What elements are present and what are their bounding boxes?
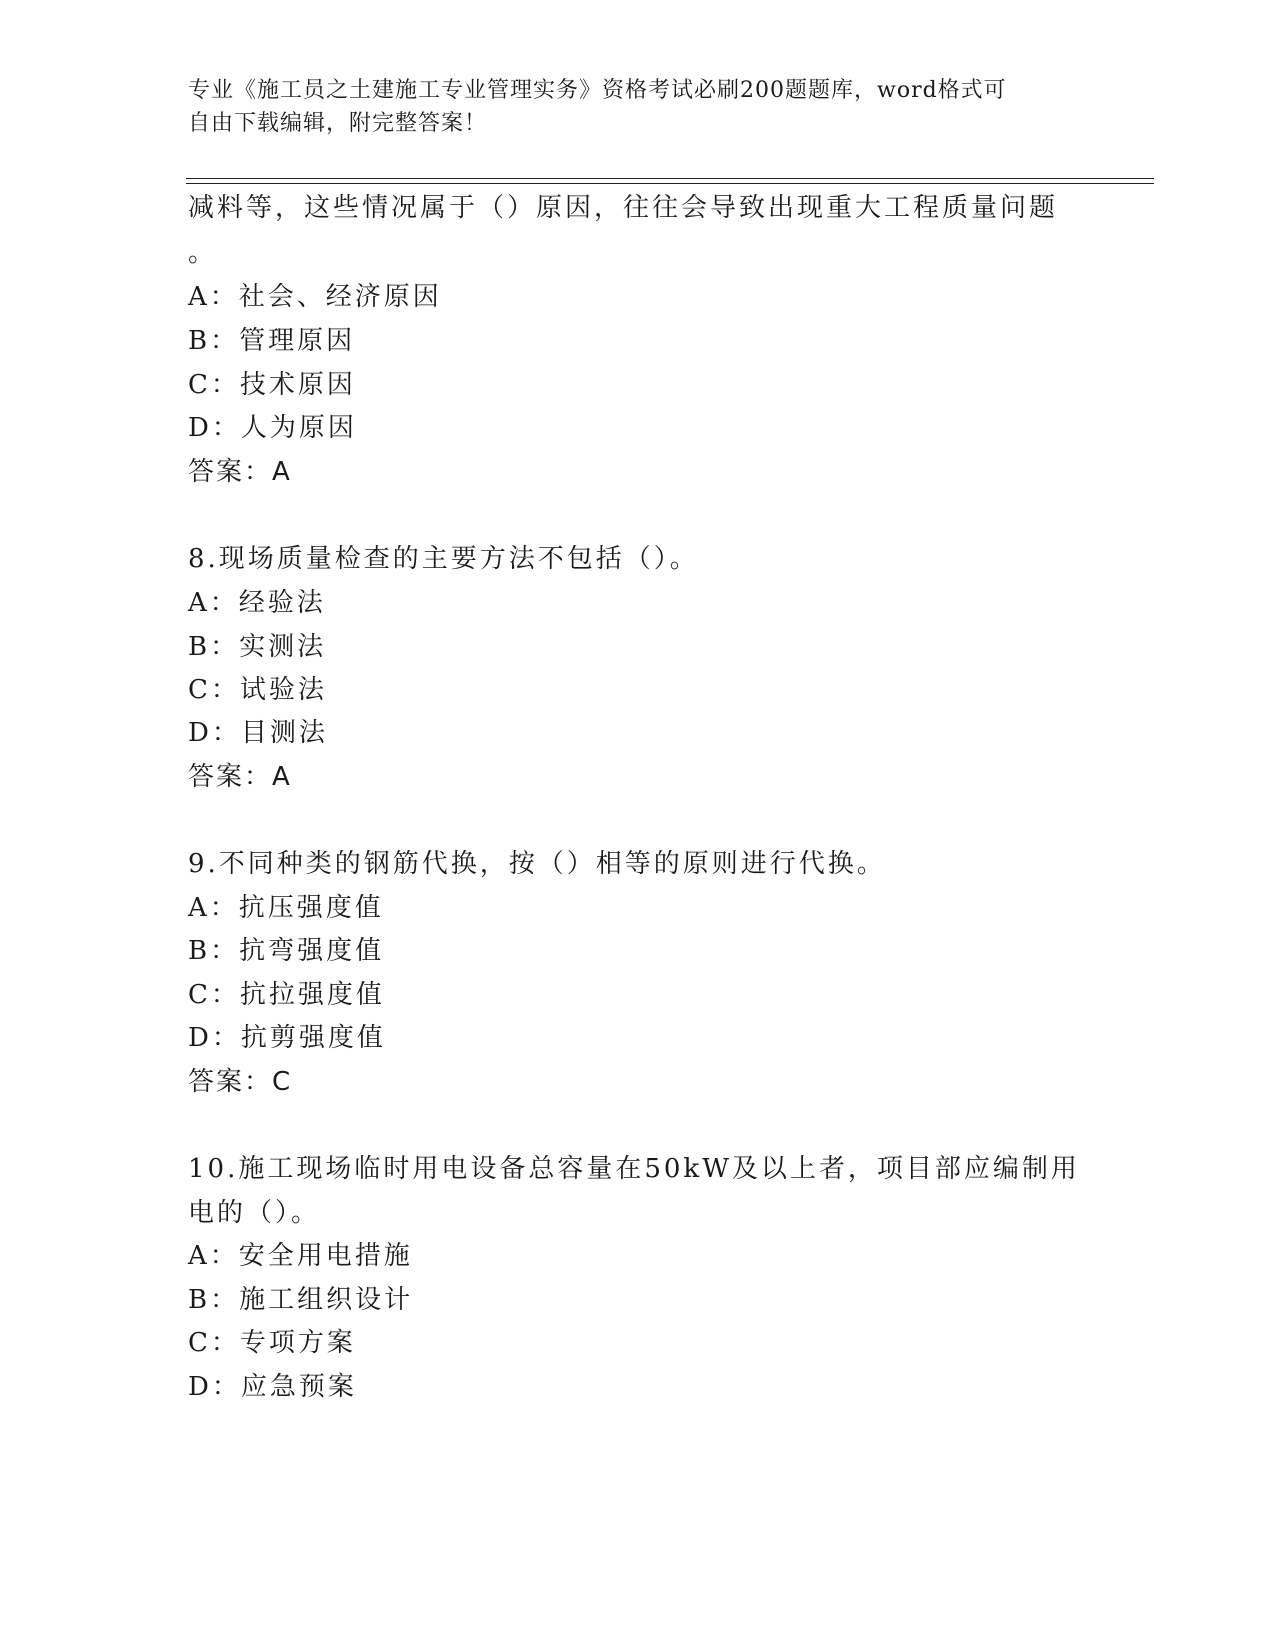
question-9-stem: 9.不同种类的钢筋代换，按（）相等的原则进行代换。 [188,849,886,879]
question-7-answer: 答案：A [188,457,292,487]
question-9-answer: 答案：C [188,1067,293,1097]
header-line-1: 专业《施工员之土建施工专业管理实务》资格考试必刷200题题库，word格式可 [188,78,1007,103]
question-8-option-c: C：试验法 [188,675,327,705]
question-10-stem-line-2: 电的（）。 [188,1198,321,1228]
question-7-stem-line-1: 减料等，这些情况属于（）原因，往往会导致出现重大工程质量问题 [188,193,1059,223]
header-line-2: 自由下载编辑，附完整答案！ [188,111,488,136]
question-10-stem-line-1: 10.施工现场临时用电设备总容量在50kW及以上者，项目部应编制用 [188,1154,1080,1184]
question-8-option-a: A：经验法 [188,588,326,618]
question-9-option-d: D：抗剪强度值 [188,1023,386,1053]
document-header [188,74,1068,140]
question-10-option-d: D：应急预案 [188,1372,357,1402]
question-7-option-a: A：社会、经济原因 [188,282,442,312]
question-10-option-a: A：安全用电措施 [188,1241,413,1271]
question-7-stem-line-2: 。 [188,238,218,268]
question-8-option-b: B：实测法 [188,632,327,662]
question-7-option-c: C：技术原因 [188,370,356,400]
question-7-option-d: D：人为原因 [188,413,357,443]
question-9-option-b: B：抗弯强度值 [188,936,385,966]
question-8-stem: 8.现场质量检查的主要方法不包括（）。 [188,544,699,574]
question-8-option-d: D：目测法 [188,718,328,748]
question-7-option-b: B：管理原因 [188,326,356,356]
question-8-answer: 答案：A [188,762,292,792]
question-9-option-a: A：抗压强度值 [188,893,384,923]
header-divider-bottom [186,183,1154,184]
question-9-option-c: C：抗拉强度值 [188,980,385,1010]
question-10-option-c: C：专项方案 [188,1328,356,1358]
header-divider-top [186,178,1154,179]
question-10-option-b: B：施工组织设计 [188,1285,414,1315]
